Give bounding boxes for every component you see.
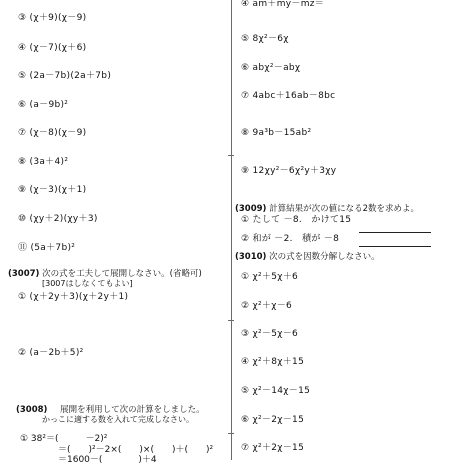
problem-item: ② (a－2b＋5)² <box>18 348 84 358</box>
problem-item: ⑤ 8χ²－6χ <box>241 34 289 44</box>
problem-item: ⑧ (3a＋4)² <box>18 157 69 167</box>
problem-item: ② χ²＋χ－6 <box>241 301 293 311</box>
problem-item: ⑩ (χy＋2)(χy＋3) <box>18 214 98 224</box>
section-note: [3007はしなくてもよい] <box>42 279 133 288</box>
problem-item: ⑧ 9a³b－15ab² <box>241 128 312 138</box>
problem-item: ② 和が －2. 積が －8 <box>241 234 340 244</box>
section-title: 次の式を工夫して展開しなさい。(省略可) <box>42 269 202 279</box>
problem-item: ⑤ χ²－14χ－15 <box>241 386 311 396</box>
problem-item: ⑨ 12χy²－6χ²y＋3χy <box>241 166 337 176</box>
problem-item: ⑦ 4abc＋16ab－8bc <box>241 91 336 101</box>
answer-blank[interactable] <box>359 232 431 233</box>
divider-tick <box>228 433 234 434</box>
problem-item: ⑦ χ²＋2χ－15 <box>241 443 305 453</box>
problem-item: ③ χ²－5χ－6 <box>241 329 299 339</box>
problem-item: ① たして －8. かけて15 <box>241 215 352 225</box>
section-label: (3010) <box>235 252 267 262</box>
section-title: 展開を利用して次の計算をしました。 <box>60 405 205 415</box>
problem-item: ⑥ abχ²－abχ <box>241 63 301 73</box>
divider-tick <box>228 155 234 156</box>
problem-item: ⑥ (a－9b)² <box>18 100 69 110</box>
problem-item: ④ am＋my－mz＝ <box>241 0 325 9</box>
problem-item: ④ (χ－7)(χ＋6) <box>18 43 87 53</box>
section-title: 次の式を因数分解しなさい。 <box>269 252 380 262</box>
section-title-line2: かっこに適する数を入れて完成しなさい。 <box>42 415 194 424</box>
section-3010-heading <box>235 250 380 262</box>
answer-blank[interactable] <box>359 246 431 247</box>
calc-line: ＝( )²－2×( )×( )＋( )² <box>58 445 214 455</box>
section-title: 計算結果が次の値になる2数を求めよ。 <box>269 204 420 214</box>
problem-item: ③ (χ＋9)(χ－9) <box>18 13 87 23</box>
problem-item: ① χ²＋5χ＋6 <box>241 272 299 282</box>
section-label: (3008) <box>16 405 48 415</box>
problem-item: ⑪ (5a＋7b)² <box>18 243 76 253</box>
problem-item: ⑨ (χ－3)(χ＋1) <box>18 185 87 195</box>
calc-line: ＝1600－( )＋4 <box>58 455 157 465</box>
problem-item: ⑦ (χ－8)(χ－9) <box>18 128 87 138</box>
section-label: (3009) <box>235 204 267 214</box>
divider-tick <box>228 320 234 321</box>
problem-item: ① (χ＋2y＋3)(χ＋2y＋1) <box>18 292 129 302</box>
problem-item: ⑥ χ²－2χ－15 <box>241 415 305 425</box>
section-label: (3007) <box>8 269 40 279</box>
problem-item: ⑤ (2a－7b)(2a＋7b) <box>18 71 112 81</box>
column-divider <box>231 0 232 460</box>
problem-item: ④ χ²＋8χ＋15 <box>241 357 305 367</box>
calc-line: ① 38²＝( －2)² <box>20 434 108 444</box>
